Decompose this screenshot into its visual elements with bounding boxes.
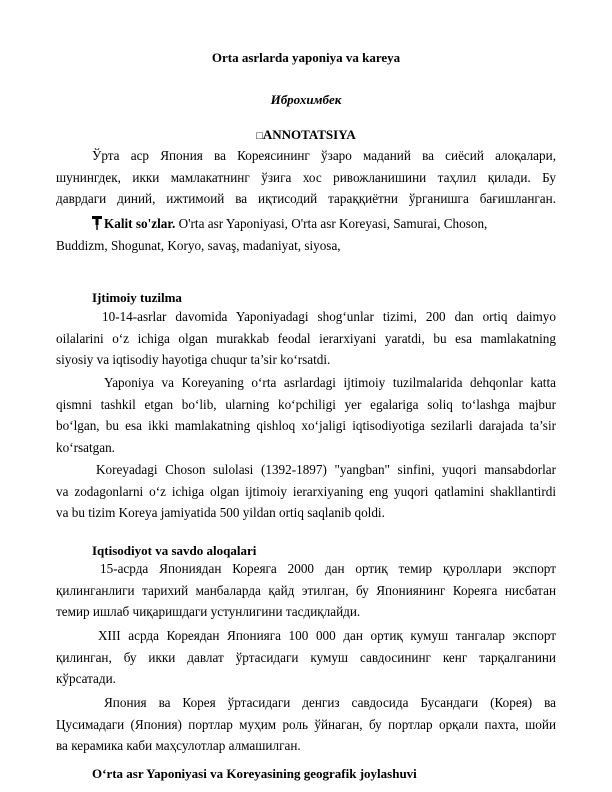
paragraph-line: қилинган, бу икки давлат ўртасидаги кумуш савдосининг кенг тарқалганини (56, 649, 556, 665)
paragraph-line: qismni tashkil etgan bo‘lib, ularning ko‘pchiligi yer egalariga soliq to‘lashga majbur (56, 396, 556, 412)
social-heading: Ijtimoiy tuzilma (92, 290, 182, 305)
paragraph-line: va bu tizim Koreya jamiyatida 500 yildan ortiq saqlanib qoldi. (56, 505, 385, 520)
social-paragraph-1 (56, 306, 556, 371)
paragraph-line: ва керамика каби маҳсулотлар алмашилган. (56, 738, 301, 753)
social-paragraph-3 (56, 459, 556, 524)
paragraph-line: ko‘rsatgan. (56, 439, 115, 455)
paragraph-line: Yaponiya va Koreyaning o‘rta asrlardagi ijtimoiy tuzilmalarida dehqonlar katta (104, 375, 556, 390)
economy-paragraph-2 (56, 625, 556, 690)
annotation-heading-text: ANNOTATSIYA (262, 127, 356, 142)
pin-icon (92, 215, 102, 229)
paragraph-line: қилинганлиги тарихий манбаларда қайд этилган, бу Япониянинг Кореяга нисбатан (56, 582, 556, 598)
keywords-list-line1: O'rta asr Yaponiyasi, O'rta asr Koreyasi, Samurai, Choson, (175, 216, 488, 231)
annotation-line: даврдаги диний, ижтимоий ва иқтисодий тараққиётни ўрганишга бағишланган. (56, 191, 556, 206)
annotation-line: шунингдек, икки мамлакатнинг ўзига хос ривожланишини таҳлил қилади. Бу (56, 169, 556, 185)
missing-glyph-icon: □ (256, 130, 263, 142)
keywords-list-line2: Buddizm, Shogunat, Koryo, savaş, madaniyat, siyosa, (56, 237, 341, 253)
keywords-label: Kalit so'zlar. (104, 216, 176, 231)
paragraph-line: bo‘lgan, bu esa ikki mamlakatning qishloq xo‘jaligi iqtisodiyotiga sezilarli darajada ta’sir (56, 418, 556, 433)
paragraph-line: Цусимадаги (Япония) портлар муҳим роль ўйнаган, бу портлар орқали пахта, шойи (56, 716, 556, 732)
paragraph-line: 15-асрда Япониядан Кореяга 2000 дан ортиқ темир қуроллари экспорт (100, 561, 556, 576)
author-name: Иброхимбек (270, 92, 342, 107)
keywords-paragraph (56, 213, 556, 256)
paragraph-line: 10-14-asrlar davomida Yaponiyadagi shog‘unlar tizimi, 200 dan ortiq daimyo (102, 309, 556, 324)
document-title: Orta asrlarda yaponiya va kareya (211, 50, 401, 65)
economy-paragraph-3 (56, 692, 556, 757)
paragraph-line: siyosiy va iqtisodiy hayotiga chuqur ta’sir ko‘rsatdi. (56, 352, 331, 367)
paragraph-line: темир ишлаб чиқаришдаги устунлигини тасдиқлайди. (56, 604, 361, 619)
geography-heading: O‘rta asr Yaponiyasi va Koreyasining geografik joylashuvi (92, 766, 417, 781)
paragraph-line: oilalarini o‘z ichiga olgan murakkab feodal ierarxiyani yaratdi, bu esa mamlakatning (56, 330, 556, 346)
paragraph-line: XIII асрда Кореядан Японияга 100 000 дан ортиқ кумуш тангалар экспорт (98, 628, 556, 643)
paragraph-line: va zodagonlarni o‘z ichiga olgan ijtimoiy ierarxiyaning eng yuqori qatlamini shakllantirdi (56, 483, 556, 499)
economy-paragraph-1 (56, 558, 556, 623)
social-paragraph-2 (56, 372, 556, 458)
paragraph-line: Koreyadagi Choson sulolasi (1392-1897) "yangban" sinfini, yuqori mansabdorlar (96, 462, 556, 477)
economy-heading: Iqtisodiyot va savdo aloqalari (92, 543, 257, 558)
paragraph-line: кўрсатади. (56, 671, 116, 686)
annotation-heading (0, 127, 612, 143)
paragraph-line: Япония ва Корея ўртасидаги денгиз савдосида Бусандаги (Корея) ва (104, 695, 556, 710)
annotation-line: Ўрта аср Япония ва Кореясининг ўзаро маданий ва сиёсий алоқалари, (92, 148, 556, 163)
annotation-paragraph (56, 145, 556, 210)
